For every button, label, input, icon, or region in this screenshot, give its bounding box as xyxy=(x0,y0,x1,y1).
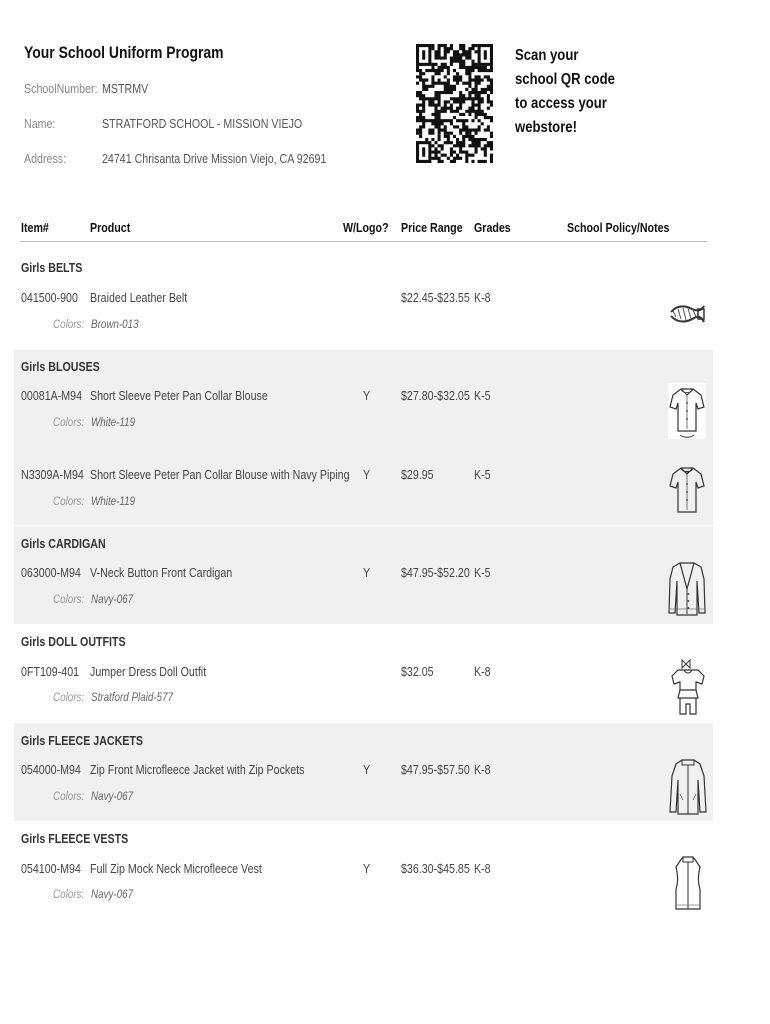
column-header-logo: W/Logo? xyxy=(343,220,389,235)
colors-value: Brown-013 xyxy=(91,317,139,331)
category-title: Girls BELTS xyxy=(21,260,83,275)
logo-flag: Y xyxy=(363,861,371,876)
colors-value: Stratford Plaid-577 xyxy=(91,690,174,704)
item-number: 054000-M94 xyxy=(21,762,81,777)
grades: K-8 xyxy=(474,762,491,777)
name-label: Name: xyxy=(24,116,56,131)
colors-label: Colors: xyxy=(53,592,85,606)
column-header-notes: School Policy/Notes xyxy=(567,220,670,235)
blouse-icon xyxy=(668,462,706,518)
colors-value: Navy-067 xyxy=(91,887,134,901)
product-name[interactable]: Zip Front Microfleece Jacket with Zip Pockets xyxy=(90,762,305,777)
category-title: Girls CARDIGAN xyxy=(21,536,106,551)
logo-flag: Y xyxy=(363,565,371,580)
colors-label: Colors: xyxy=(53,789,85,803)
column-header-price: Price Range xyxy=(401,220,463,235)
belt-icon xyxy=(668,300,706,328)
product-name[interactable]: V-Neck Button Front Cardigan xyxy=(90,565,233,580)
item-number: N3309A-M94 xyxy=(21,467,84,482)
item-number: 00081A-M94 xyxy=(21,388,83,403)
grades: K-8 xyxy=(474,290,491,305)
price-range: $32.05 xyxy=(401,664,434,679)
colors-value: Navy-067 xyxy=(91,789,134,803)
colors-value: Navy-067 xyxy=(91,592,134,606)
item-number: 054100-M94 xyxy=(21,861,81,876)
logo-flag: Y xyxy=(363,467,371,482)
price-range: $47.95-$52.20 xyxy=(401,565,470,580)
cardigan-icon xyxy=(667,559,707,619)
colors-label: Colors: xyxy=(53,317,85,331)
grades: K-5 xyxy=(474,388,491,403)
header-divider xyxy=(20,241,707,242)
logo-flag: Y xyxy=(363,762,371,777)
grades: K-5 xyxy=(474,565,491,580)
grades: K-8 xyxy=(474,861,491,876)
blouse-icon xyxy=(668,383,706,439)
qr-instructions: Scan your school QR code to access your webstore! xyxy=(515,47,615,136)
colors-value: White-119 xyxy=(91,494,136,508)
category-title: Girls FLEECE JACKETS xyxy=(21,733,144,748)
colors-label: Colors: xyxy=(53,690,85,704)
colors-label: Colors: xyxy=(53,415,85,429)
product-name[interactable]: Jumper Dress Doll Outfit xyxy=(90,664,207,679)
column-header-item: Item# xyxy=(21,220,49,235)
product-name[interactable]: Short Sleeve Peter Pan Collar Blouse xyxy=(90,388,268,403)
logo-flag: Y xyxy=(363,388,371,403)
grades: K-8 xyxy=(474,664,491,679)
item-number: 0FT109-401 xyxy=(21,664,80,679)
address-value: 24741 Chrisanta Drive Mission Viejo, CA 92691 xyxy=(102,151,327,166)
category-title: Girls BLOUSES xyxy=(21,359,100,374)
price-range: $36.30-$45.85 xyxy=(401,861,470,876)
school-number-label: SchoolNumber: xyxy=(24,81,98,96)
doll-outfit-icon xyxy=(668,656,708,718)
page-title: Your School Uniform Program xyxy=(24,43,224,62)
product-name[interactable]: Full Zip Mock Neck Microfleece Vest xyxy=(90,861,262,876)
colors-value: White-119 xyxy=(91,415,136,429)
column-header-product: Product xyxy=(90,220,131,235)
price-range: $47.95-$57.50 xyxy=(401,762,470,777)
product-name[interactable]: Short Sleeve Peter Pan Collar Blouse with Navy Piping xyxy=(90,467,350,482)
item-number: 041500-900 xyxy=(21,290,78,305)
price-range: $29.95 xyxy=(401,467,434,482)
price-range: $27.80-$32.05 xyxy=(401,388,470,403)
grades: K-5 xyxy=(474,467,491,482)
address-label: Address: xyxy=(24,151,67,166)
product-name[interactable]: Braided Leather Belt xyxy=(90,290,188,305)
name-value: STRATFORD SCHOOL - MISSION VIEJO xyxy=(102,116,303,131)
price-range: $22.45-$23.55 xyxy=(401,290,470,305)
category-title: Girls DOLL OUTFITS xyxy=(21,634,126,649)
item-number: 063000-M94 xyxy=(21,565,81,580)
colors-label: Colors: xyxy=(53,887,85,901)
column-header-grades: Grades xyxy=(474,220,511,235)
colors-label: Colors: xyxy=(53,494,85,508)
category-title: Girls FLEECE VESTS xyxy=(21,831,129,846)
vest-icon xyxy=(668,853,708,915)
jacket-icon xyxy=(668,756,708,818)
school-number-value: MSTRMV xyxy=(102,81,149,96)
qr-code-icon[interactable] xyxy=(416,44,493,163)
